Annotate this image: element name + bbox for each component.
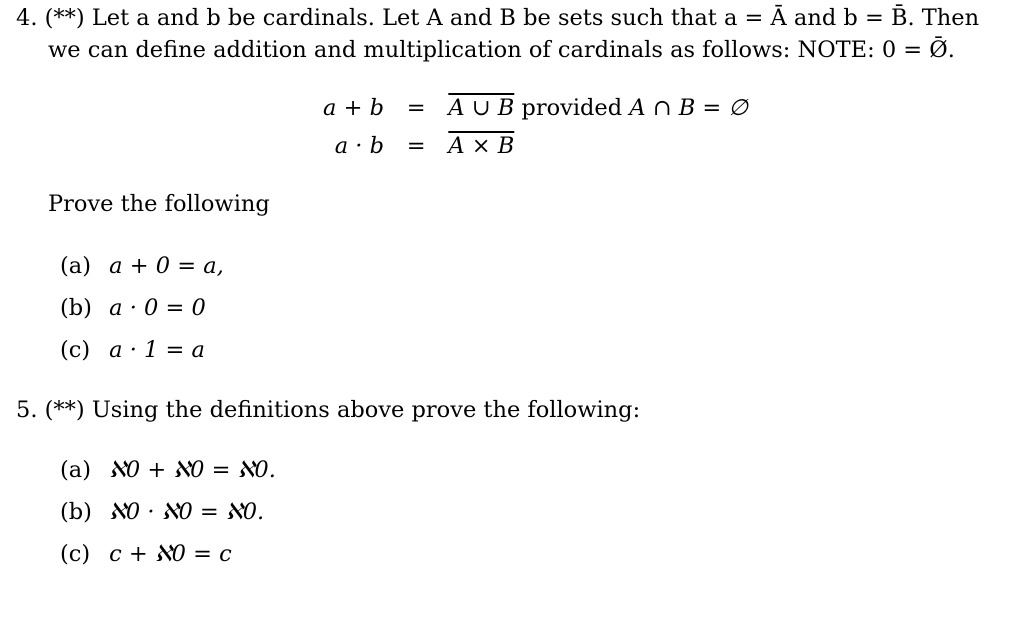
problem-4-item-c bbox=[60, 336, 205, 364]
equation-addition-lhs: a + b bbox=[323, 95, 384, 121]
problem-4-number: 4. bbox=[16, 5, 38, 31]
problem-4-intro-line-1: Let a and b be cardinals. Let A and B be sets such that a = Ā and b = B̄. Then bbox=[91, 5, 980, 31]
problem-4-item-a bbox=[60, 252, 224, 280]
equation-addition-condition: A ∩ B = ∅ bbox=[629, 95, 749, 121]
prove-heading: Prove the following bbox=[48, 191, 270, 217]
item-label: (a) bbox=[60, 457, 91, 483]
item-label: (c) bbox=[60, 541, 91, 567]
equation-multiplication bbox=[314, 132, 514, 160]
equation-multiplication-lhs: a · b bbox=[334, 133, 384, 159]
problem-5-number: 5. bbox=[16, 397, 38, 423]
equation-addition-cond-text: provided bbox=[521, 95, 623, 121]
problem-5-intro: Using the definitions above prove the following: bbox=[91, 397, 641, 423]
problem-4-difficulty: (**) bbox=[44, 5, 85, 31]
item-expression: a · 1 = a bbox=[109, 337, 205, 363]
item-expression: a · 0 = 0 bbox=[109, 295, 206, 321]
item-expression: ℵ0 · ℵ0 = ℵ0. bbox=[109, 499, 265, 525]
problem-4-item-b bbox=[60, 294, 206, 322]
item-label: (c) bbox=[60, 337, 91, 363]
equation-addition bbox=[314, 94, 748, 122]
item-expression: c + ℵ0 = c bbox=[109, 541, 232, 567]
item-expression: a + 0 = a, bbox=[109, 253, 224, 279]
problem-4-line-1 bbox=[16, 4, 979, 32]
item-label: (b) bbox=[60, 499, 92, 525]
equals-sign: = bbox=[406, 133, 426, 159]
problem-5-item-b bbox=[60, 498, 264, 526]
item-label: (b) bbox=[60, 295, 92, 321]
equation-addition-rhs: A ∪ B bbox=[448, 95, 515, 121]
item-expression: ℵ0 + ℵ0 = ℵ0. bbox=[109, 457, 276, 483]
equals-sign: = bbox=[406, 95, 426, 121]
problem-4-intro-line-2: we can define addition and multiplication of cardinals as follows: NOTE: 0 = Ø̄. bbox=[48, 37, 955, 63]
problem-5-item-c bbox=[60, 540, 232, 568]
problem-5-item-a bbox=[60, 456, 276, 484]
item-label: (a) bbox=[60, 253, 91, 279]
problem-5-intro-line bbox=[16, 396, 640, 424]
equation-multiplication-rhs: A × B bbox=[448, 133, 515, 159]
problem-5-difficulty: (**) bbox=[44, 397, 85, 423]
problem-4-line-2 bbox=[48, 36, 955, 64]
